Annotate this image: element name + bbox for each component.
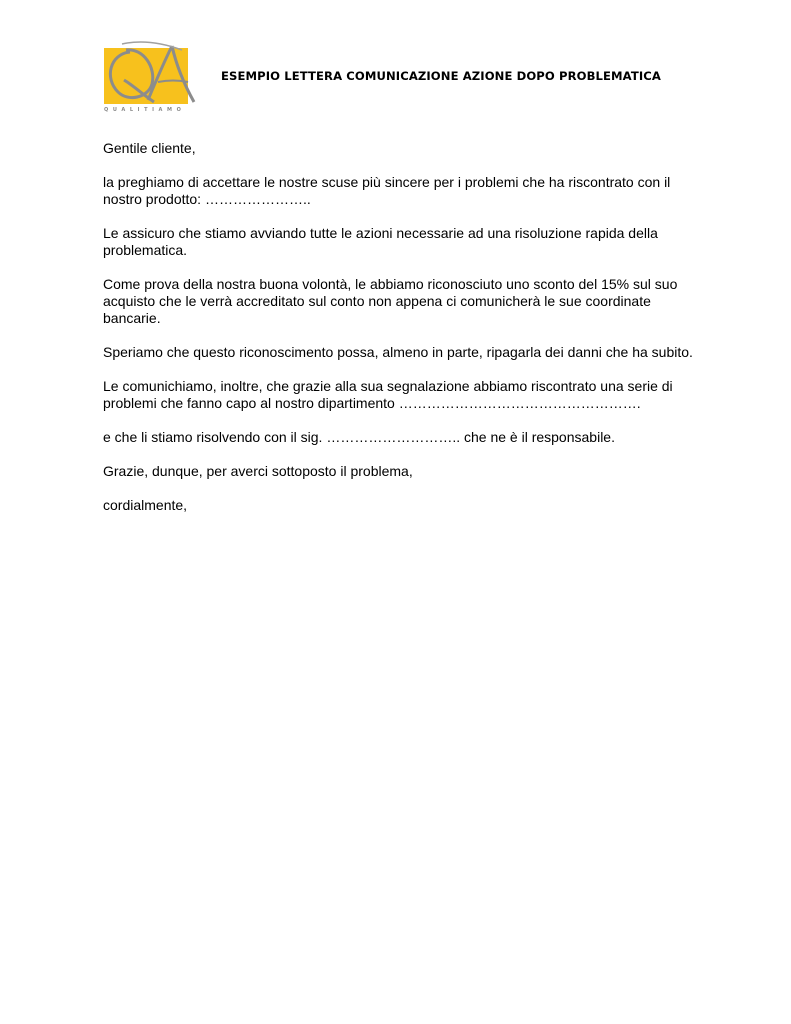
letter-paragraph: Le comunichiamo, inoltre, che grazie alla sua segnalazione abbiamo riscontrato una serie di problemi che fanno capo al nostro dipartimento ……………………………………………. (103, 378, 673, 411)
letter-salutation: Gentile cliente, (103, 140, 196, 156)
company-logo (100, 40, 200, 114)
letter-paragraph: e che li stiamo risolvendo con il sig. ……………………….. che ne è il responsabile. (103, 429, 615, 445)
letter-paragraph: Le assicuro che stiamo avviando tutte le azioni necessarie ad una risoluzione rapida della problematica. (103, 225, 658, 258)
document-title: ESEMPIO LETTERA COMUNICAZIONE AZIONE DOPO PROBLEMATICA (221, 69, 661, 83)
letter-paragraph: Speriamo che questo riconoscimento possa, almeno in parte, ripagarla dei danni che ha subito. (103, 344, 693, 360)
letter-closing: cordialmente, (103, 497, 188, 513)
logo-mark-icon (100, 40, 200, 114)
letter-paragraph: Grazie, dunque, per averci sottoposto il problema, (103, 463, 413, 479)
letter-paragraph: Come prova della nostra buona volontà, le abbiamo riconosciuto uno sconto del 15% sul suo acquisto che le verrà accreditato sul conto non appena ci comunicherà le sue coordinate bancarie. (103, 276, 678, 326)
letter-body (103, 140, 693, 531)
letter-paragraph: la preghiamo di accettare le nostre scuse più sincere per i problemi che ha riscontrato con il nostro prodotto: ………………….. (103, 174, 671, 207)
logo-wordmark: QUALITIAMO (104, 107, 186, 113)
